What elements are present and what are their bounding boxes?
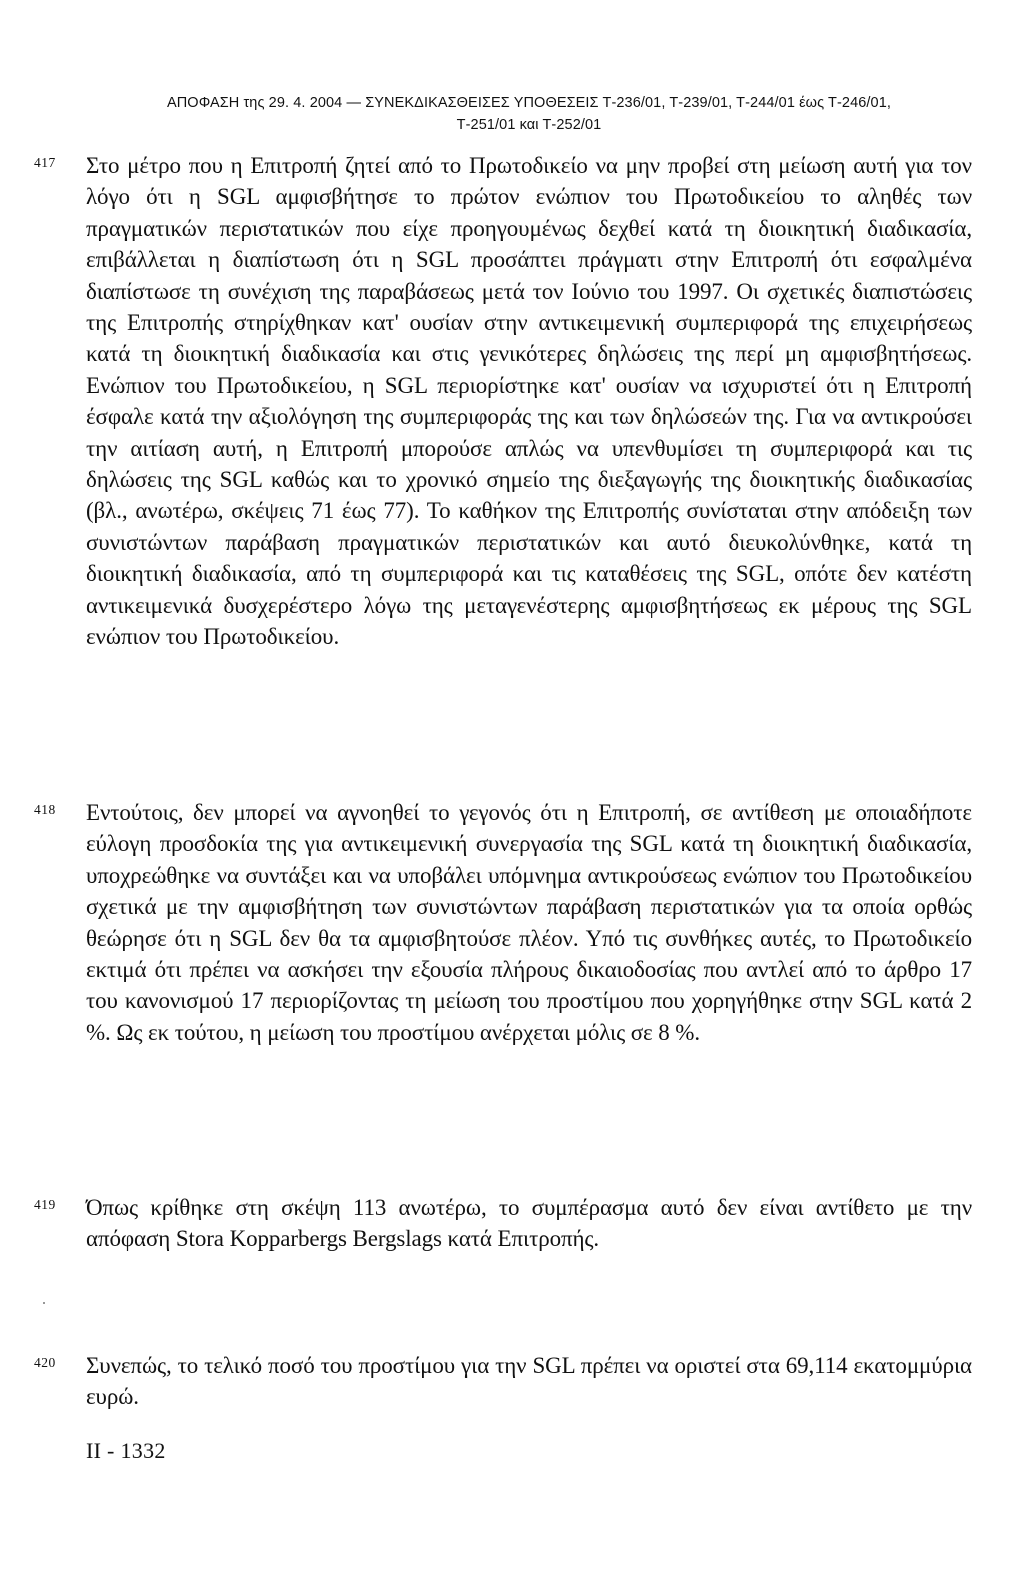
running-header-line-1: ΑΠΟΦΑΣΗ της 29. 4. 2004 — ΣΥΝΕΚΔΙΚΑΣΘΕΙΣΕΣ ΥΠΟΘΕΣΕΙΣ Τ-236/01, Τ-239/01, Τ-244/01 έως Τ-246/01, — [166, 95, 892, 111]
running-header — [86, 92, 972, 136]
paragraph-text: Όπως κρίθηκε στη σκέψη 113 ανωτέρω, το συμπέρασμα αυτό δεν είναι αντίθετο με την απόφαση Stora Kopparbergs Bergslags κατά Επιτροπής. — [86, 1195, 972, 1252]
paragraph-number: 419 — [34, 1197, 56, 1212]
paragraph-text: Εντούτοις, δεν μπορεί να αγνοηθεί το γεγονός ότι η Επιτροπή, σε αντίθεση με οποιαδήποτε εύλογη προσδοκία της για αντικειμενική συνεργασία της SGL κατά τη διοικητική διαδικασία, υποχρεώθηκε να συντάξει και να υποβάλει υπόμνημα αντικρούσεως ενώπιον του Πρωτοδικείου σχετικά με την αμφισβήτηση των συνιστώντων παράβαση περιστατικών για τα οποία ορθώς θεώρησε ότι η SGL δεν θα τα αμφισβητούσε πλέον. Υπό τις συνθήκες αυτές, το Πρωτοδικείο εκτιμά ότι πρέπει να ασκήσει την εξουσία πλήρους δικαιοδοσίας που αντλεί από το άρθρο 17 του κανονισμού 17 περιορίζοντας τη μείωση του προστίμου που χορηγήθηκε στην SGL κατά 2 %. Ως εκ τούτου, η μείωση του προστίμου ανέρχεται μόλις σε 8 %. — [86, 800, 972, 1045]
running-header-line-2: Τ-251/01 και Τ-252/01 — [456, 117, 602, 133]
paragraph-420 — [34, 1350, 972, 1413]
paragraph-number: 418 — [34, 802, 56, 817]
paragraph-418 — [34, 797, 972, 1048]
page-number: II - 1332 — [86, 1438, 166, 1463]
scan-speck — [43, 1302, 45, 1304]
paragraph-text: Συνεπώς, το τελικό ποσό του προστίμου για την SGL πρέπει να οριστεί στα 69,114 εκατομμύρια ευρώ. — [86, 1353, 972, 1410]
paragraph-number: 420 — [34, 1355, 56, 1370]
paragraph-419 — [34, 1192, 972, 1255]
paragraph-417 — [34, 150, 972, 653]
paragraph-number: 417 — [34, 155, 56, 170]
paragraph-text: Στο μέτρο που η Επιτροπή ζητεί από το Πρωτοδικείο να μην προβεί στη μείωση αυτή για τον λόγο ότι η SGL αμφισβήτησε το πρώτον ενώπιον του Πρωτοδικείου το αληθές των πραγματικών περιστατικών που είχε προηγουμένως δεχθεί κατά τη διοικητική διαδικασία, επιβάλλεται η διαπίστωση ότι η SGL προσάπτει πράγματι στην Επιτροπή ότι εσφαλμένα διαπίστωσε τη συνέχιση της παραβάσεως μετά τον Ιούνιο του 1997. Οι σχετικές διαπιστώσεις της Επιτροπής στηρίχθηκαν κατ' ουσίαν στην αντικειμενική συμπεριφορά της επιχειρήσεως κατά τη διοικητική διαδικασία και στις γενικότερες δηλώσεις της περί μη αμφισβητήσεως. Ενώπιον του Πρωτοδικείου, η SGL περιορίστηκε κατ' ουσίαν να ισχυριστεί ότι η Επιτροπή έσφαλε κατά την αξιολόγηση της συμπεριφοράς της και των δηλώσεών της. Για να αντικρούσει την αιτίαση αυτή, η Επιτροπή μπορούσε απλώς να υπενθυμίσει τη συμπεριφορά και τις δηλώσεις της SGL καθώς και το χρονικό σημείο της διεξαγωγής της διοικητικής διαδικασίας (βλ., ανωτέρω, σκέψεις 71 έως 77). Το καθήκον της Επιτροπής συνίσταται στην απόδειξη των συνιστώντων παράβαση πραγματικών περιστατικών και αυτό διευκολύνθηκε, κατά τη διοικητική διαδικασία, από τη συμπεριφορά και τις καταθέσεις της SGL, οπότε δεν κατέστη αντικειμενικά δυσχερέστερο λόγω της μεταγενέστερης αμφισβητήσεως εκ μέρους της SGL ενώπιον του Πρωτοδικείου. — [86, 153, 972, 650]
